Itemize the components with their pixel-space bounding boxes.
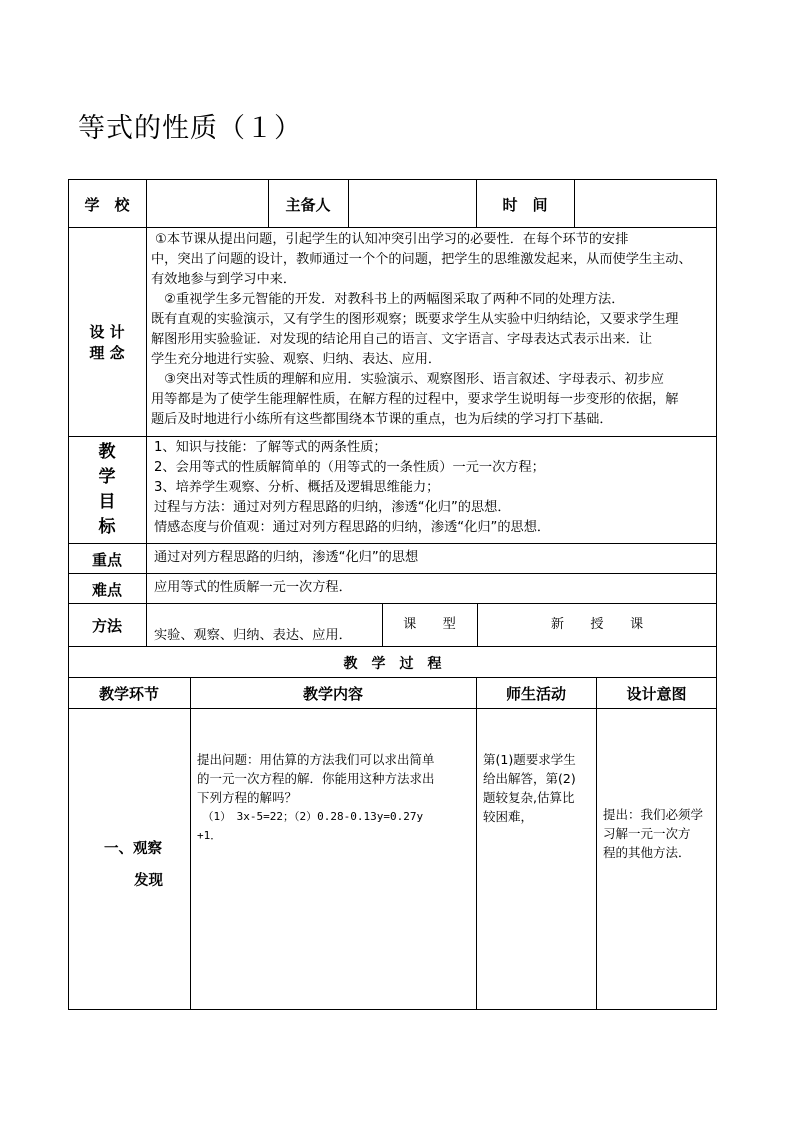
design-line: 解图形用实验验证．对发现的结论用自己的语言、文字语言、字母表达式表示出来．让 [151, 332, 653, 347]
content-line: 的一元一次方程的解．你能用这种方法求出 [197, 771, 435, 786]
design-line: ②重视学生多元智能的开发．对教科书上的两幅图采取了两种不同的处理方法． [151, 292, 625, 307]
intent-line: 习解一元一次方 [603, 826, 691, 841]
design-line: 学生充分地进行实验、观察、归纳、表达、应用． [151, 352, 442, 367]
content-line: （1） 3x-5=22；（2）0.28-0.13y=0.27y [197, 810, 424, 823]
goal-line: 1、知识与技能：了解等式的两条性质； [154, 440, 387, 455]
design-line: ①本节课从提出问题，引起学生的认知冲突引出学习的必要性．在每个环节的安排 [155, 232, 629, 247]
row-divider [68, 227, 717, 228]
design-line: 有效地参与到学习中来． [151, 272, 297, 287]
content-text [197, 750, 435, 845]
col-divider [190, 677, 191, 1010]
preparer-label: 主备人 [285, 196, 331, 214]
goal-line: 过程与方法：通过对列方程思路的归纳，渗透“化归”的思想． [154, 500, 511, 515]
goals-label-char: 学 [98, 467, 116, 487]
design-line: 用等都是为了使学生能理解性质，在解方程的过程中，要求学生说明每一步变形的依据，解 [151, 392, 679, 407]
goal-line: 2、会用等式的性质解简单的（用等式的一条性质）一元一次方程； [154, 460, 545, 475]
goals-label-char: 教 [98, 442, 116, 462]
lesson-type-label: 课 型 [403, 617, 456, 632]
activity-text [483, 750, 576, 826]
school-label: 学 校 [84, 196, 130, 214]
method-text: 实验、观察、归纳、表达、应用． [154, 628, 352, 643]
row-divider [68, 436, 717, 437]
header-intent: 设计意图 [626, 685, 687, 703]
difficulty-text: 应用等式的性质解一元一次方程． [154, 580, 352, 595]
stage-line: 发现 [134, 873, 163, 889]
design-line: ③突出对等式性质的理解和应用．实验演示、观察图形、语言叙述、字母表示、初步应 [151, 372, 664, 387]
activity-line: 第(1)题要求学生 [483, 752, 576, 767]
key-point-text: 通过对列方程思路的归纳，渗透“化归”的思想 [154, 550, 419, 565]
design-concept-text [151, 230, 692, 430]
design-line: 中，突出了问题的设计，教师通过一个个的问题，把学生的思维激发起来，从而使学生主动、 [151, 252, 692, 267]
design-line: 题后及时地进行小练所有这些都围绕本节课的重点，也为后续的学习打下基础． [151, 412, 613, 427]
goal-line: 3、培养学生观察、分析、概括及逻辑思维能力； [154, 480, 440, 495]
intent-line: 程的其他方法． [603, 845, 691, 860]
row-divider [68, 573, 717, 574]
header-stage: 教学环节 [98, 685, 159, 703]
design-label-line: 理 念 [89, 344, 125, 362]
col-divider [574, 179, 575, 227]
method-label: 方法 [91, 617, 122, 635]
page-title: 等式的性质（１） [78, 113, 302, 144]
process-title: 教 学 过 程 [343, 656, 442, 672]
design-label-line: 设 计 [89, 323, 125, 341]
activity-line: 给出解答，第(2) [483, 771, 576, 786]
header-content: 教学内容 [302, 685, 363, 703]
col-divider [596, 677, 597, 1010]
col-divider [146, 179, 147, 227]
goal-line: 情感态度与价值观：通过对列方程思路的归纳，渗透“化归”的思想． [154, 520, 551, 535]
lesson-type-value: 新 授 课 [550, 617, 644, 632]
difficulty-label: 难点 [91, 581, 122, 599]
teaching-goals-label [68, 440, 146, 540]
content-line: 提出问题：用估算的方法我们可以求出简单 [197, 752, 435, 767]
row-divider [68, 708, 717, 709]
col-divider [348, 179, 349, 227]
teaching-goals-text [154, 438, 550, 538]
design-concept-label [68, 322, 146, 364]
row-divider [68, 677, 717, 678]
key-point-label: 重点 [91, 551, 122, 569]
row-divider [68, 646, 717, 647]
content-line: 下列方程的解吗？ [197, 790, 298, 805]
col-divider [146, 227, 147, 646]
goals-label-char: 目 [98, 492, 116, 512]
intent-line: 提出：我们必须学 [603, 807, 704, 822]
design-line: 既有直观的实验演示，又有学生的图形观察；既要求学生从实验中归纳结论，又要求学生理 [151, 312, 679, 327]
content-line: +1． [197, 829, 222, 842]
intent-text [603, 805, 703, 862]
stage-line: 一、观察 [104, 841, 162, 857]
activity-line: 题较复杂,估算比 [483, 790, 575, 805]
col-divider [476, 677, 477, 1010]
row-divider [68, 603, 717, 604]
goals-label-char: 标 [98, 517, 116, 537]
stage-observe-discover [104, 833, 163, 897]
time-label: 时 间 [502, 196, 548, 214]
header-activity: 师生活动 [505, 685, 566, 703]
activity-line: 较困难， [483, 809, 534, 824]
row-divider [68, 543, 717, 544]
